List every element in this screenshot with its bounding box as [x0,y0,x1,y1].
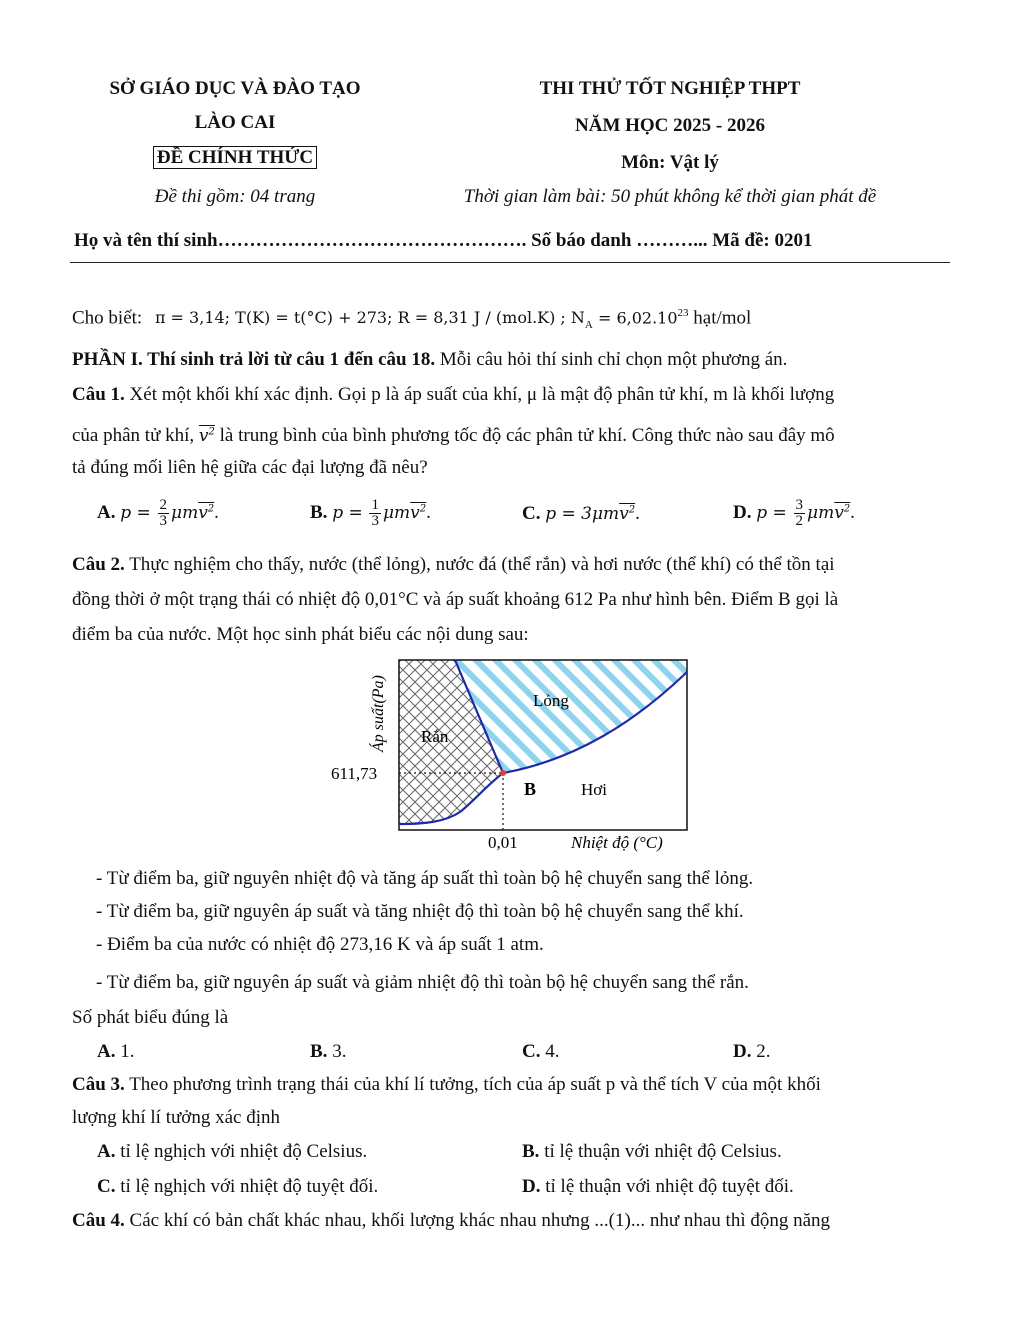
q1-option-c[interactable]: C. p = 3μmv$^2$. [522,503,640,524]
phase-diagram [325,652,695,857]
q4-text-line1: Các khí có bản chất khác nhau, khối lượng khác nhau nhưng ...(1)... như nhau thì động năng [124,1210,831,1231]
candidate-number-label: Số báo danh [526,230,637,251]
q2-option-b[interactable] [310,1041,346,1063]
triple-point-label: B [524,779,537,799]
v-squared-mean: $v^2$ [619,504,636,524]
option-text: 4. [540,1041,560,1062]
option-letter: B. [310,501,328,523]
q3-text-line1: Theo phương trình trạng thái của khí lí tưởng, tích của áp suất p và thể tích V của một khối [124,1074,821,1095]
part-one-instruction [72,349,787,371]
q1-option-d[interactable]: D. p = $\frac{3}{2}$ μmv$^2$. [733,497,855,529]
official-label-wrap [80,147,390,169]
q1-text-line2a: của phân tử khí, [72,425,199,446]
q2-label: Câu 2. [72,554,125,575]
q1-option-a[interactable]: A. p = $\frac{2}{3}$ μmv$^2$. [97,497,219,529]
q3-option-c[interactable] [97,1176,378,1198]
q2-question: Số phát biểu đúng là [72,1007,229,1028]
option-formula-left: p = [120,502,151,523]
option-text: tỉ lệ nghịch với nhiệt độ Celsius. [115,1141,368,1162]
fraction-numerator: 2 [159,497,168,513]
option-letter: C. [522,503,541,524]
q4-line1 [72,1210,830,1232]
v-squared-mean: $v^2$ [410,502,427,523]
q1-text-line2b: là trung bình của bình phương tốc độ các phân tử khí. Công thức nào sau đây mô [214,425,835,446]
q3-line1 [72,1074,821,1096]
option-letter: A. [97,501,116,523]
temperature-tick-label: 0,01 [488,833,518,852]
page-count: Đề thi gồm: 04 trang [154,186,316,207]
given-label: Cho biết: [72,307,143,329]
vapor-label: Hơi [581,780,607,799]
option-text: 2. [751,1041,771,1062]
fraction [369,498,381,529]
part-one-note: Mỗi câu hỏi thí sinh chỉ chọn một phương án. [435,349,788,370]
pressure-tick-label: 611,73 [331,764,378,783]
given-unit: hạt/mol [688,307,752,329]
q2-text-line1: Thực nghiệm cho thấy, nước (thể lỏng), nước đá (thể rắn) và hơi nước (thể khí) có thể tồn tại [124,554,835,575]
q1-line2 [72,425,835,447]
option-formula-left: p = [756,502,787,523]
option-text: tỉ lệ thuận với nhiệt độ Celsius. [539,1141,782,1162]
given-formula: π = 3,14; T(K) = t(°C) + 273; R = 8,31 J / (mol.K) ; N [154,308,585,328]
avogadro-exponent: 23 [677,307,689,319]
q3-option-d[interactable] [522,1176,794,1198]
q2-statement-2: - Từ điểm ba, giữ nguyên áp suất và tăng nhiệt độ thì toàn bộ hệ chuyển sang thể khí. [96,901,744,922]
option-text: 1. [115,1041,135,1062]
exam-code: Mã đề: 0201 [707,230,813,251]
q2-option-a[interactable] [97,1041,134,1063]
option-text: tỉ lệ thuận với nhiệt độ tuyệt đối. [540,1176,794,1197]
q3-option-a[interactable] [97,1141,367,1163]
candidate-info-line [74,230,812,252]
option-letter: C. [97,1176,116,1197]
subject: Môn: Vật lý [621,152,719,173]
official-label: ĐỀ CHÍNH THỨC [153,146,317,169]
q2-option-d[interactable] [733,1041,770,1063]
province-name: LÀO CAI [194,112,276,133]
exam-title: THI THỬ TỐT NGHIỆP THPT [539,78,801,99]
v-squared-mean: $v^2$ [198,502,215,523]
avogadro-subscript: A [584,319,593,332]
school-year: NĂM HỌC 2025 - 2026 [575,115,765,136]
q2-statement-1: - Từ điểm ba, giữ nguyên nhiệt độ và tăng áp suất thì toàn bộ hệ chuyển sang thể lỏng. [96,868,754,889]
q1-text-line1: Xét một khối khí xác định. Gọi p là áp suất của khí, μ là mật độ phân tử khí, m là khối lượng [124,384,835,405]
option-letter: A. [97,1141,116,1162]
option-letter: D. [522,1176,541,1197]
option-formula-left: p = 3μm [545,504,620,524]
part-one-title: PHẦN I. Thí sinh trả lời từ câu 1 đến câu 18. [72,349,436,370]
option-letter: D. [733,501,752,523]
option-formula-right: μm [171,502,199,523]
option-letter: C. [522,1041,541,1062]
option-text: tỉ lệ nghịch với nhiệt độ tuyệt đối. [115,1176,379,1197]
fraction-denominator: 3 [159,513,168,529]
option-letter: D. [733,1041,752,1062]
fraction-denominator: 3 [371,513,379,529]
candidate-name-field[interactable]: …………………………………………. [217,230,527,251]
option-text: 3. [327,1041,347,1062]
liquid-label: Lỏng [533,691,569,710]
candidate-number-field[interactable]: ………... [636,230,708,251]
fraction [158,498,170,529]
v-squared-mean: $v^2$ [198,426,215,446]
q2-line3: điểm ba của nước. Một học sinh phát biểu các nội dung sau: [72,624,529,645]
q3-line2: lượng khí lí tưởng xác định [72,1107,280,1128]
option-formula-right: μm [382,502,411,523]
header-divider [70,262,950,263]
department-name: SỞ GIÁO DỤC VÀ ĐÀO TẠO [109,78,361,99]
q2-option-c[interactable] [522,1041,559,1063]
option-letter: B. [522,1141,540,1162]
q1-label: Câu 1. [72,384,125,405]
triple-point-marker [500,770,506,776]
option-letter: A. [97,1041,116,1062]
y-axis-label: Áp suất(Pa) [370,675,387,752]
fraction-numerator: 1 [371,497,379,513]
v-squared-mean: $v^2$ [834,502,851,523]
solid-label: Rắn [421,727,449,746]
given-constants [72,307,751,331]
q2-line2: đồng thời ở một trạng thái có nhiệt độ 0,01°C và áp suất khoảng 612 Pa như hình bên. Điểm B gọi là [72,589,839,610]
option-formula-right: μm [807,502,835,523]
fraction [794,498,806,529]
q1-option-b[interactable]: B. p = $\frac{1}{3}$ μmv$^2$. [310,497,431,529]
q1-line3: tả đúng mối liên hệ giữa các đại lượng đã nêu? [72,457,428,478]
q2-statement-3: - Điểm ba của nước có nhiệt độ 273,16 K và áp suất 1 atm. [96,934,544,955]
fraction-numerator: 3 [795,497,804,513]
avogadro-value: = 6,02.10 [592,308,678,328]
q4-label: Câu 4. [72,1210,125,1231]
q3-label: Câu 3. [72,1074,125,1095]
q2-line1 [72,554,835,576]
time-allowed: Thời gian làm bài: 50 phút không kể thời gian phát đề [463,186,877,207]
q2-statement-4: - Từ điểm ba, giữ nguyên áp suất và giảm nhiệt độ thì toàn bộ hệ chuyển sang thể rắn. [96,972,749,993]
candidate-name-label: Họ và tên thí sinh [74,230,218,251]
q3-option-b[interactable] [522,1141,782,1163]
fraction-denominator: 2 [795,513,804,529]
q1-line1 [72,384,834,406]
option-formula-left: p = [332,502,363,523]
x-axis-label: Nhiệt độ (°C) [571,833,663,852]
option-letter: B. [310,1041,328,1062]
